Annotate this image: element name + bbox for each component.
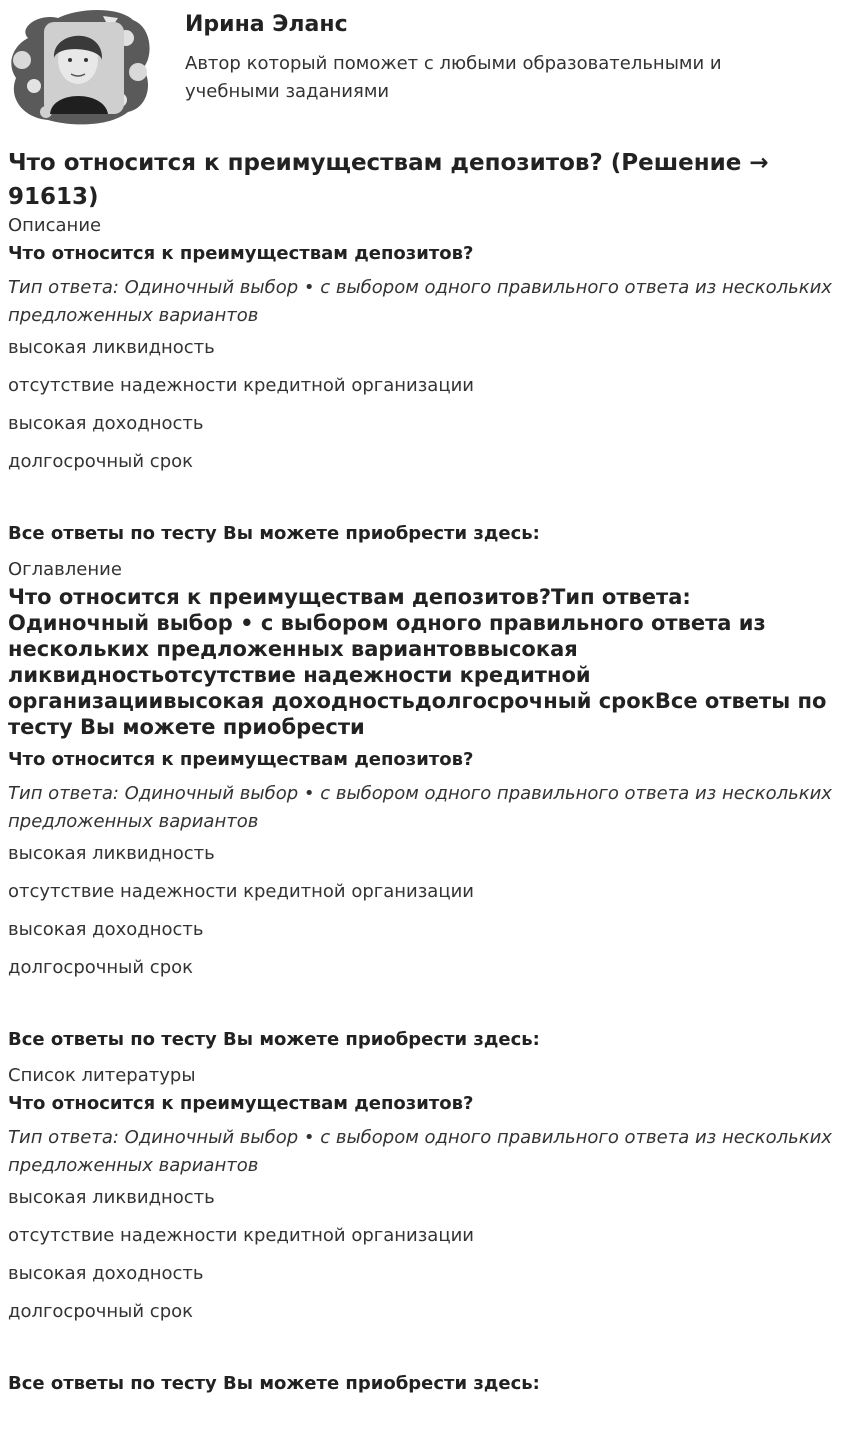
answer-option: отсутствие надежности кредитной организации <box>8 1225 474 1246</box>
author-name[interactable]: Ирина Эланс <box>185 12 348 37</box>
answer-type: Тип ответа: Одиночный выбор • с выбором одного правильного ответа из нескольких предложенных вариантов <box>8 1127 832 1176</box>
author-avatar[interactable] <box>8 8 150 126</box>
answer-type: Тип ответа: Одиночный выбор • с выбором одного правильного ответа из нескольких предложенных вариантов <box>8 783 832 832</box>
purchase-note: Все ответы по тесту Вы можете приобрести здесь: <box>8 1029 540 1050</box>
answer-option: отсутствие надежности кредитной организации <box>8 375 474 396</box>
answer-option: долгосрочный срок <box>8 451 194 472</box>
page-title: Что относится к преимуществам депозитов? (Решение → 91613) <box>8 150 769 210</box>
answer-option: долгосрочный срок <box>8 957 194 978</box>
answer-option: высокая доходность <box>8 919 204 940</box>
answer-option: высокая ликвидность <box>8 337 215 358</box>
purchase-note: Все ответы по тесту Вы можете приобрести здесь: <box>8 523 540 544</box>
answer-option: долгосрочный срок <box>8 1301 194 1322</box>
section-description <box>8 214 838 546</box>
main-content <box>8 146 838 1408</box>
author-block <box>8 8 838 126</box>
answer-option: отсутствие надежности кредитной организации <box>8 881 474 902</box>
section-label: Оглавление <box>8 559 122 580</box>
answer-option: высокая доходность <box>8 1263 204 1284</box>
purchase-note: Все ответы по тесту Вы можете приобрести здесь: <box>8 1373 540 1394</box>
section-references <box>8 1064 838 1396</box>
section-table-of-contents <box>8 558 838 1052</box>
question-text: Что относится к преимуществам депозитов? <box>8 749 474 770</box>
author-description: Автор который поможет с любыми образовательными и учебными заданиями <box>185 53 722 102</box>
answer-option: высокая доходность <box>8 413 204 434</box>
answer-type: Тип ответа: Одиночный выбор • с выбором одного правильного ответа из нескольких предложенных вариантов <box>8 277 832 326</box>
answer-option: высокая ликвидность <box>8 843 215 864</box>
section-label: Список литературы <box>8 1065 196 1086</box>
answer-option: высокая ликвидность <box>8 1187 215 1208</box>
question-text: Что относится к преимуществам депозитов? <box>8 1093 474 1114</box>
section-label: Описание <box>8 215 102 236</box>
toc-heading: Что относится к преимуществам депозитов?Тип ответа: Одиночный выбор • с выбором одного правильного ответа из нескольких предложенных вариантоввысокая ликвидностьотсутствие надежности кредитной организациивысокая доходностьдолгосрочный срокВсе ответы по тесту Вы можете приобрести <box>8 585 827 739</box>
question-text: Что относится к преимуществам депозитов? <box>8 243 474 264</box>
